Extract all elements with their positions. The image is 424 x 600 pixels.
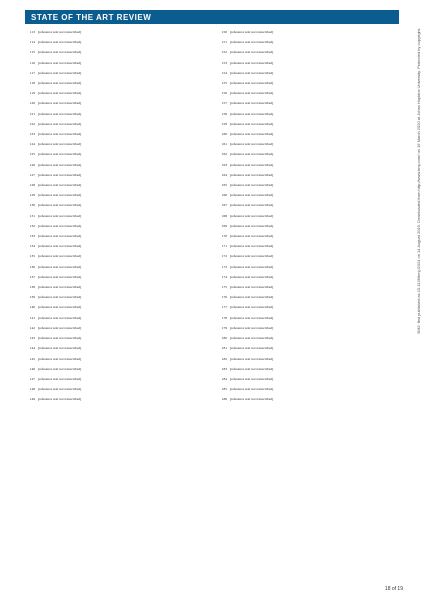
reference-entry [25, 285, 207, 289]
reference-entry [217, 254, 399, 258]
reference-entry [217, 357, 399, 361]
reference-text: [reference text not transcribed] [38, 223, 82, 228]
reference-text: [reference text not transcribed] [38, 121, 82, 126]
reference-number: 181 [221, 346, 227, 351]
reference-text: [reference text not transcribed] [38, 40, 82, 45]
reference-text: [reference text not transcribed] [38, 70, 82, 75]
reference-entry [25, 316, 207, 320]
reference-text: [reference text not transcribed] [38, 366, 82, 371]
reference-entry [25, 193, 207, 197]
reference-text: [reference text not transcribed] [230, 387, 274, 392]
reference-number: 118 [29, 81, 35, 86]
reference-text: [reference text not transcribed] [38, 234, 82, 239]
reference-entry [25, 50, 207, 54]
reference-text: [reference text not transcribed] [230, 193, 274, 198]
reference-text: [reference text not transcribed] [38, 376, 82, 381]
reference-text: [reference text not transcribed] [38, 132, 82, 137]
reference-text: [reference text not transcribed] [38, 183, 82, 188]
reference-entry [25, 91, 207, 95]
reference-number: 184 [221, 376, 227, 381]
reference-number: 122 [29, 121, 35, 126]
reference-number: 166 [221, 193, 227, 198]
reference-text: [reference text not transcribed] [38, 346, 82, 351]
reference-entry [217, 203, 399, 207]
reference-text: [reference text not transcribed] [230, 234, 274, 239]
reference-text: [reference text not transcribed] [38, 387, 82, 392]
reference-text: [reference text not transcribed] [38, 152, 82, 157]
reference-number: 115 [29, 50, 35, 55]
reference-number: 121 [29, 111, 35, 116]
reference-entry [217, 30, 399, 34]
reference-text: [reference text not transcribed] [38, 244, 82, 249]
reference-entry [217, 244, 399, 248]
reference-text: [reference text not transcribed] [38, 274, 82, 279]
reference-number: 159 [221, 121, 227, 126]
reference-number: 164 [221, 172, 227, 177]
reference-entry [217, 214, 399, 218]
reference-number: 154 [221, 70, 227, 75]
reference-number: 147 [29, 376, 35, 381]
reference-text: [reference text not transcribed] [38, 336, 82, 341]
reference-text: [reference text not transcribed] [230, 213, 274, 218]
reference-text: [reference text not transcribed] [230, 346, 274, 351]
reference-text: [reference text not transcribed] [230, 336, 274, 341]
reference-text: [reference text not transcribed] [38, 142, 82, 147]
reference-text: [reference text not transcribed] [38, 203, 82, 208]
reference-text: [reference text not transcribed] [230, 397, 274, 402]
reference-number: 171 [221, 244, 227, 249]
reference-text: [reference text not transcribed] [230, 70, 274, 75]
reference-entry [25, 357, 207, 361]
reference-number: 170 [221, 234, 227, 239]
reference-entry [217, 193, 399, 197]
reference-entry [25, 346, 207, 350]
reference-entry [25, 61, 207, 65]
reference-text: [reference text not transcribed] [38, 315, 82, 320]
reference-text: [reference text not transcribed] [230, 40, 274, 45]
reference-number: 174 [221, 274, 227, 279]
reference-entry [25, 30, 207, 34]
reference-number: 167 [221, 203, 227, 208]
reference-number: 141 [29, 315, 35, 320]
reference-entry [217, 132, 399, 136]
reference-entry [217, 81, 399, 85]
reference-text: [reference text not transcribed] [38, 30, 82, 34]
reference-text: [reference text not transcribed] [230, 305, 274, 310]
reference-entry [25, 397, 207, 401]
reference-entry [217, 40, 399, 44]
reference-entry [217, 397, 399, 401]
reference-text: [reference text not transcribed] [38, 397, 82, 402]
reference-number: 140 [29, 305, 35, 310]
reference-entry [217, 387, 399, 391]
reference-number: 128 [29, 183, 35, 188]
reference-entry [25, 254, 207, 258]
reference-number: 155 [221, 81, 227, 86]
reference-entry [217, 346, 399, 350]
reference-number: 173 [221, 264, 227, 269]
reference-text: [reference text not transcribed] [230, 264, 274, 269]
reference-number: 168 [221, 213, 227, 218]
reference-number: 124 [29, 142, 35, 147]
reference-number: 137 [29, 274, 35, 279]
reference-number: 169 [221, 223, 227, 228]
reference-text: [reference text not transcribed] [230, 152, 274, 157]
right-reference-column [217, 30, 399, 558]
reference-entry [217, 122, 399, 126]
reference-text: [reference text not transcribed] [230, 132, 274, 137]
reference-entry [25, 275, 207, 279]
reference-text: [reference text not transcribed] [230, 81, 274, 86]
reference-text: [reference text not transcribed] [38, 111, 82, 116]
reference-entry [25, 387, 207, 391]
reference-text: [reference text not transcribed] [230, 315, 274, 320]
reference-number: 116 [29, 60, 35, 65]
reference-number: 152 [221, 50, 227, 55]
section-title: STATE OF THE ART REVIEW [31, 12, 152, 22]
reference-number: 138 [29, 285, 35, 290]
reference-entry [217, 326, 399, 330]
reference-text: [reference text not transcribed] [38, 213, 82, 218]
reference-text: [reference text not transcribed] [38, 50, 82, 55]
reference-entry [217, 295, 399, 299]
reference-entry [217, 336, 399, 340]
reference-text: [reference text not transcribed] [230, 325, 274, 330]
reference-entry [25, 122, 207, 126]
reference-entry [25, 336, 207, 340]
reference-number: 176 [221, 295, 227, 300]
reference-entry [217, 367, 399, 371]
reference-text: [reference text not transcribed] [38, 285, 82, 290]
reference-text: [reference text not transcribed] [38, 172, 82, 177]
reference-number: 177 [221, 305, 227, 310]
reference-entry [25, 71, 207, 75]
reference-text: [reference text not transcribed] [38, 295, 82, 300]
side-note-text: BMJ: first published as 10.1136/bmj.l2024 on 14 August 2019. Downloaded from http://www.bmj.com/ on 16 March 2020 at Johns Hopkins University. Protected by copyright. [415, 28, 421, 334]
reference-entry [217, 101, 399, 105]
reference-entry [217, 377, 399, 381]
reference-entry [25, 244, 207, 248]
reference-entry [25, 305, 207, 309]
reference-number: 149 [29, 397, 35, 402]
reference-number: 182 [221, 356, 227, 361]
reference-text: [reference text not transcribed] [230, 121, 274, 126]
reference-number: 145 [29, 356, 35, 361]
reference-entry [217, 173, 399, 177]
reference-number: 175 [221, 285, 227, 290]
reference-text: [reference text not transcribed] [38, 162, 82, 167]
reference-number: 133 [29, 234, 35, 239]
reference-text: [reference text not transcribed] [38, 91, 82, 96]
reference-number: 125 [29, 152, 35, 157]
reference-entry [25, 326, 207, 330]
reference-entry [25, 152, 207, 156]
reference-number: 172 [221, 254, 227, 259]
reference-entry [25, 214, 207, 218]
reference-text: [reference text not transcribed] [230, 295, 274, 300]
reference-number: 179 [221, 325, 227, 330]
reference-number: 142 [29, 325, 35, 330]
reference-text: [reference text not transcribed] [230, 376, 274, 381]
reference-text: [reference text not transcribed] [230, 203, 274, 208]
page-number: 18 of 19 [384, 586, 403, 592]
reference-text: [reference text not transcribed] [38, 60, 82, 65]
reference-text: [reference text not transcribed] [38, 264, 82, 269]
reference-number: 113 [29, 30, 35, 34]
reference-number: 186 [221, 397, 227, 402]
reference-number: 144 [29, 346, 35, 351]
reference-entry [217, 112, 399, 116]
reference-entry [217, 275, 399, 279]
reference-text: [reference text not transcribed] [230, 274, 274, 279]
reference-number: 129 [29, 193, 35, 198]
reference-text: [reference text not transcribed] [38, 193, 82, 198]
reference-text: [reference text not transcribed] [230, 162, 274, 167]
reference-text: [reference text not transcribed] [38, 101, 82, 106]
reference-number: 158 [221, 111, 227, 116]
reference-number: 157 [221, 101, 227, 106]
reference-entry [25, 173, 207, 177]
reference-entry [25, 295, 207, 299]
reference-text: [reference text not transcribed] [230, 183, 274, 188]
reference-number: 126 [29, 162, 35, 167]
left-reference-column [25, 30, 207, 558]
reference-number: 178 [221, 315, 227, 320]
reference-entry [217, 183, 399, 187]
reference-entry [25, 163, 207, 167]
reference-number: 123 [29, 132, 35, 137]
reference-number: 148 [29, 387, 35, 392]
reference-number: 119 [29, 91, 35, 96]
reference-text: [reference text not transcribed] [230, 285, 274, 290]
reference-text: [reference text not transcribed] [230, 60, 274, 65]
reference-text: [reference text not transcribed] [230, 172, 274, 177]
reference-number: 162 [221, 152, 227, 157]
reference-entry [25, 142, 207, 146]
reference-number: 136 [29, 264, 35, 269]
reference-text: [reference text not transcribed] [230, 244, 274, 249]
reference-text: [reference text not transcribed] [38, 356, 82, 361]
reference-number: 132 [29, 223, 35, 228]
reference-number: 163 [221, 162, 227, 167]
reference-entry [217, 91, 399, 95]
reference-number: 180 [221, 336, 227, 341]
reference-number: 183 [221, 366, 227, 371]
reference-entry [25, 367, 207, 371]
reference-number: 185 [221, 387, 227, 392]
side-note [412, 28, 424, 568]
reference-number: 127 [29, 172, 35, 177]
reference-entry [25, 101, 207, 105]
reference-number: 134 [29, 244, 35, 249]
reference-number: 160 [221, 132, 227, 137]
reference-columns [25, 30, 399, 558]
reference-entry [217, 142, 399, 146]
reference-entry [25, 40, 207, 44]
reference-number: 130 [29, 203, 35, 208]
reference-number: 150 [221, 30, 227, 34]
reference-text: [reference text not transcribed] [230, 142, 274, 147]
reference-number: 131 [29, 213, 35, 218]
reference-number: 139 [29, 295, 35, 300]
reference-text: [reference text not transcribed] [230, 356, 274, 361]
reference-number: 143 [29, 336, 35, 341]
reference-number: 165 [221, 183, 227, 188]
reference-text: [reference text not transcribed] [230, 111, 274, 116]
reference-entry [25, 377, 207, 381]
reference-entry [25, 234, 207, 238]
reference-entry [25, 132, 207, 136]
reference-entry [217, 234, 399, 238]
reference-text: [reference text not transcribed] [38, 81, 82, 86]
reference-entry [25, 265, 207, 269]
reference-text: [reference text not transcribed] [38, 325, 82, 330]
reference-number: 114 [29, 40, 35, 45]
reference-text: [reference text not transcribed] [230, 50, 274, 55]
reference-text: [reference text not transcribed] [230, 223, 274, 228]
reference-text: [reference text not transcribed] [38, 254, 82, 259]
reference-number: 153 [221, 60, 227, 65]
reference-number: 151 [221, 40, 227, 45]
reference-number: 135 [29, 254, 35, 259]
reference-entry [217, 61, 399, 65]
reference-entry [217, 316, 399, 320]
reference-text: [reference text not transcribed] [230, 30, 274, 34]
reference-entry [217, 265, 399, 269]
reference-entry [217, 71, 399, 75]
reference-text: [reference text not transcribed] [38, 305, 82, 310]
reference-entry [25, 183, 207, 187]
reference-entry [25, 224, 207, 228]
reference-number: 120 [29, 101, 35, 106]
reference-entry [217, 163, 399, 167]
reference-entry [217, 224, 399, 228]
reference-entry [217, 50, 399, 54]
reference-text: [reference text not transcribed] [230, 366, 274, 371]
reference-entry [217, 285, 399, 289]
reference-number: 161 [221, 142, 227, 147]
reference-entry [217, 305, 399, 309]
reference-text: [reference text not transcribed] [230, 254, 274, 259]
reference-entry [25, 203, 207, 207]
reference-entry [25, 81, 207, 85]
section-banner [25, 10, 399, 24]
reference-entry [217, 152, 399, 156]
reference-entry [25, 112, 207, 116]
reference-number: 156 [221, 91, 227, 96]
reference-number: 117 [29, 70, 35, 75]
reference-text: [reference text not transcribed] [230, 101, 274, 106]
reference-text: [reference text not transcribed] [230, 91, 274, 96]
reference-number: 146 [29, 366, 35, 371]
